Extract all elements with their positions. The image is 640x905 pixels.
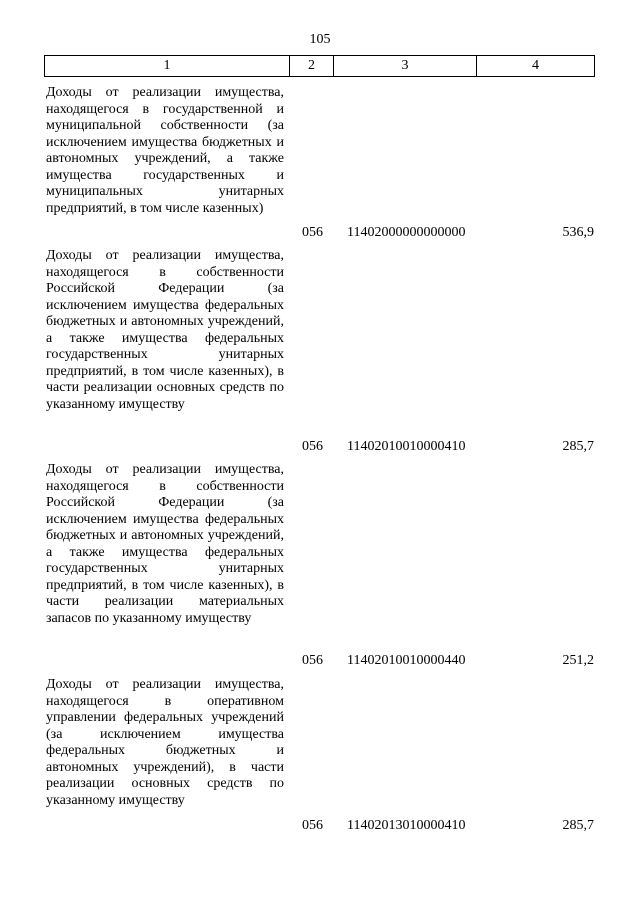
column-header-row (45, 56, 595, 77)
row-amount: 536,9 (562, 224, 594, 240)
page-number: 105 (309, 32, 331, 47)
column-header-2: 2 (290, 56, 334, 77)
row-amount: 251,2 (562, 652, 594, 668)
column-header-4: 4 (477, 56, 595, 77)
row-budget-classification-code: 11402010010000440 (347, 652, 466, 668)
column-header-1: 1 (45, 56, 290, 77)
column-header-table (44, 55, 595, 77)
row-code: 056 (302, 224, 323, 240)
row-budget-classification-code: 11402000000000000 (347, 224, 466, 240)
row-description: Доходы от реализации имущества, находящегося в государственной и муниципальной собственности (за исключением имущества бюджетных и автономных учреждений, а также имущества государственных и муниципальных унитарных предприятий, в том числе казенных) (46, 85, 284, 216)
row-code: 056 (302, 438, 323, 454)
row-description: Доходы от реализации имущества, находящегося в собственности Российской Федерации (за исключением имущества федеральных бюджетных и автономных учреждений, а также имущества федеральных государственных унитарных предприятий, в том числе казенных), в части реализации материальных запасов по указанному имуществу (46, 462, 284, 626)
row-budget-classification-code: 11402010010000410 (347, 438, 466, 454)
column-header-3: 3 (334, 56, 477, 77)
row-code: 056 (302, 652, 323, 668)
row-amount: 285,7 (562, 438, 594, 454)
row-amount: 285,7 (562, 817, 594, 833)
table-row (0, 462, 640, 669)
row-budget-classification-code: 11402013010000410 (347, 817, 466, 833)
row-description: Доходы от реализации имущества, находящегося в оперативном управлении федеральных учреждений (за исключением имущества федеральных бюджетных и автономных учреждений), в части реализации основных средств по указанному имуществу (46, 677, 284, 808)
table-row (0, 248, 640, 455)
row-code: 056 (302, 817, 323, 833)
table-row (0, 677, 640, 834)
table-row (0, 85, 640, 241)
row-description: Доходы от реализации имущества, находящегося в собственности Российской Федерации (за исключением имущества федеральных бюджетных и автономных учреждений, а также имущества федеральных государственных унитарных предприятий, в том числе казенных), в части реализации основных средств по указанному имуществу (46, 248, 284, 412)
